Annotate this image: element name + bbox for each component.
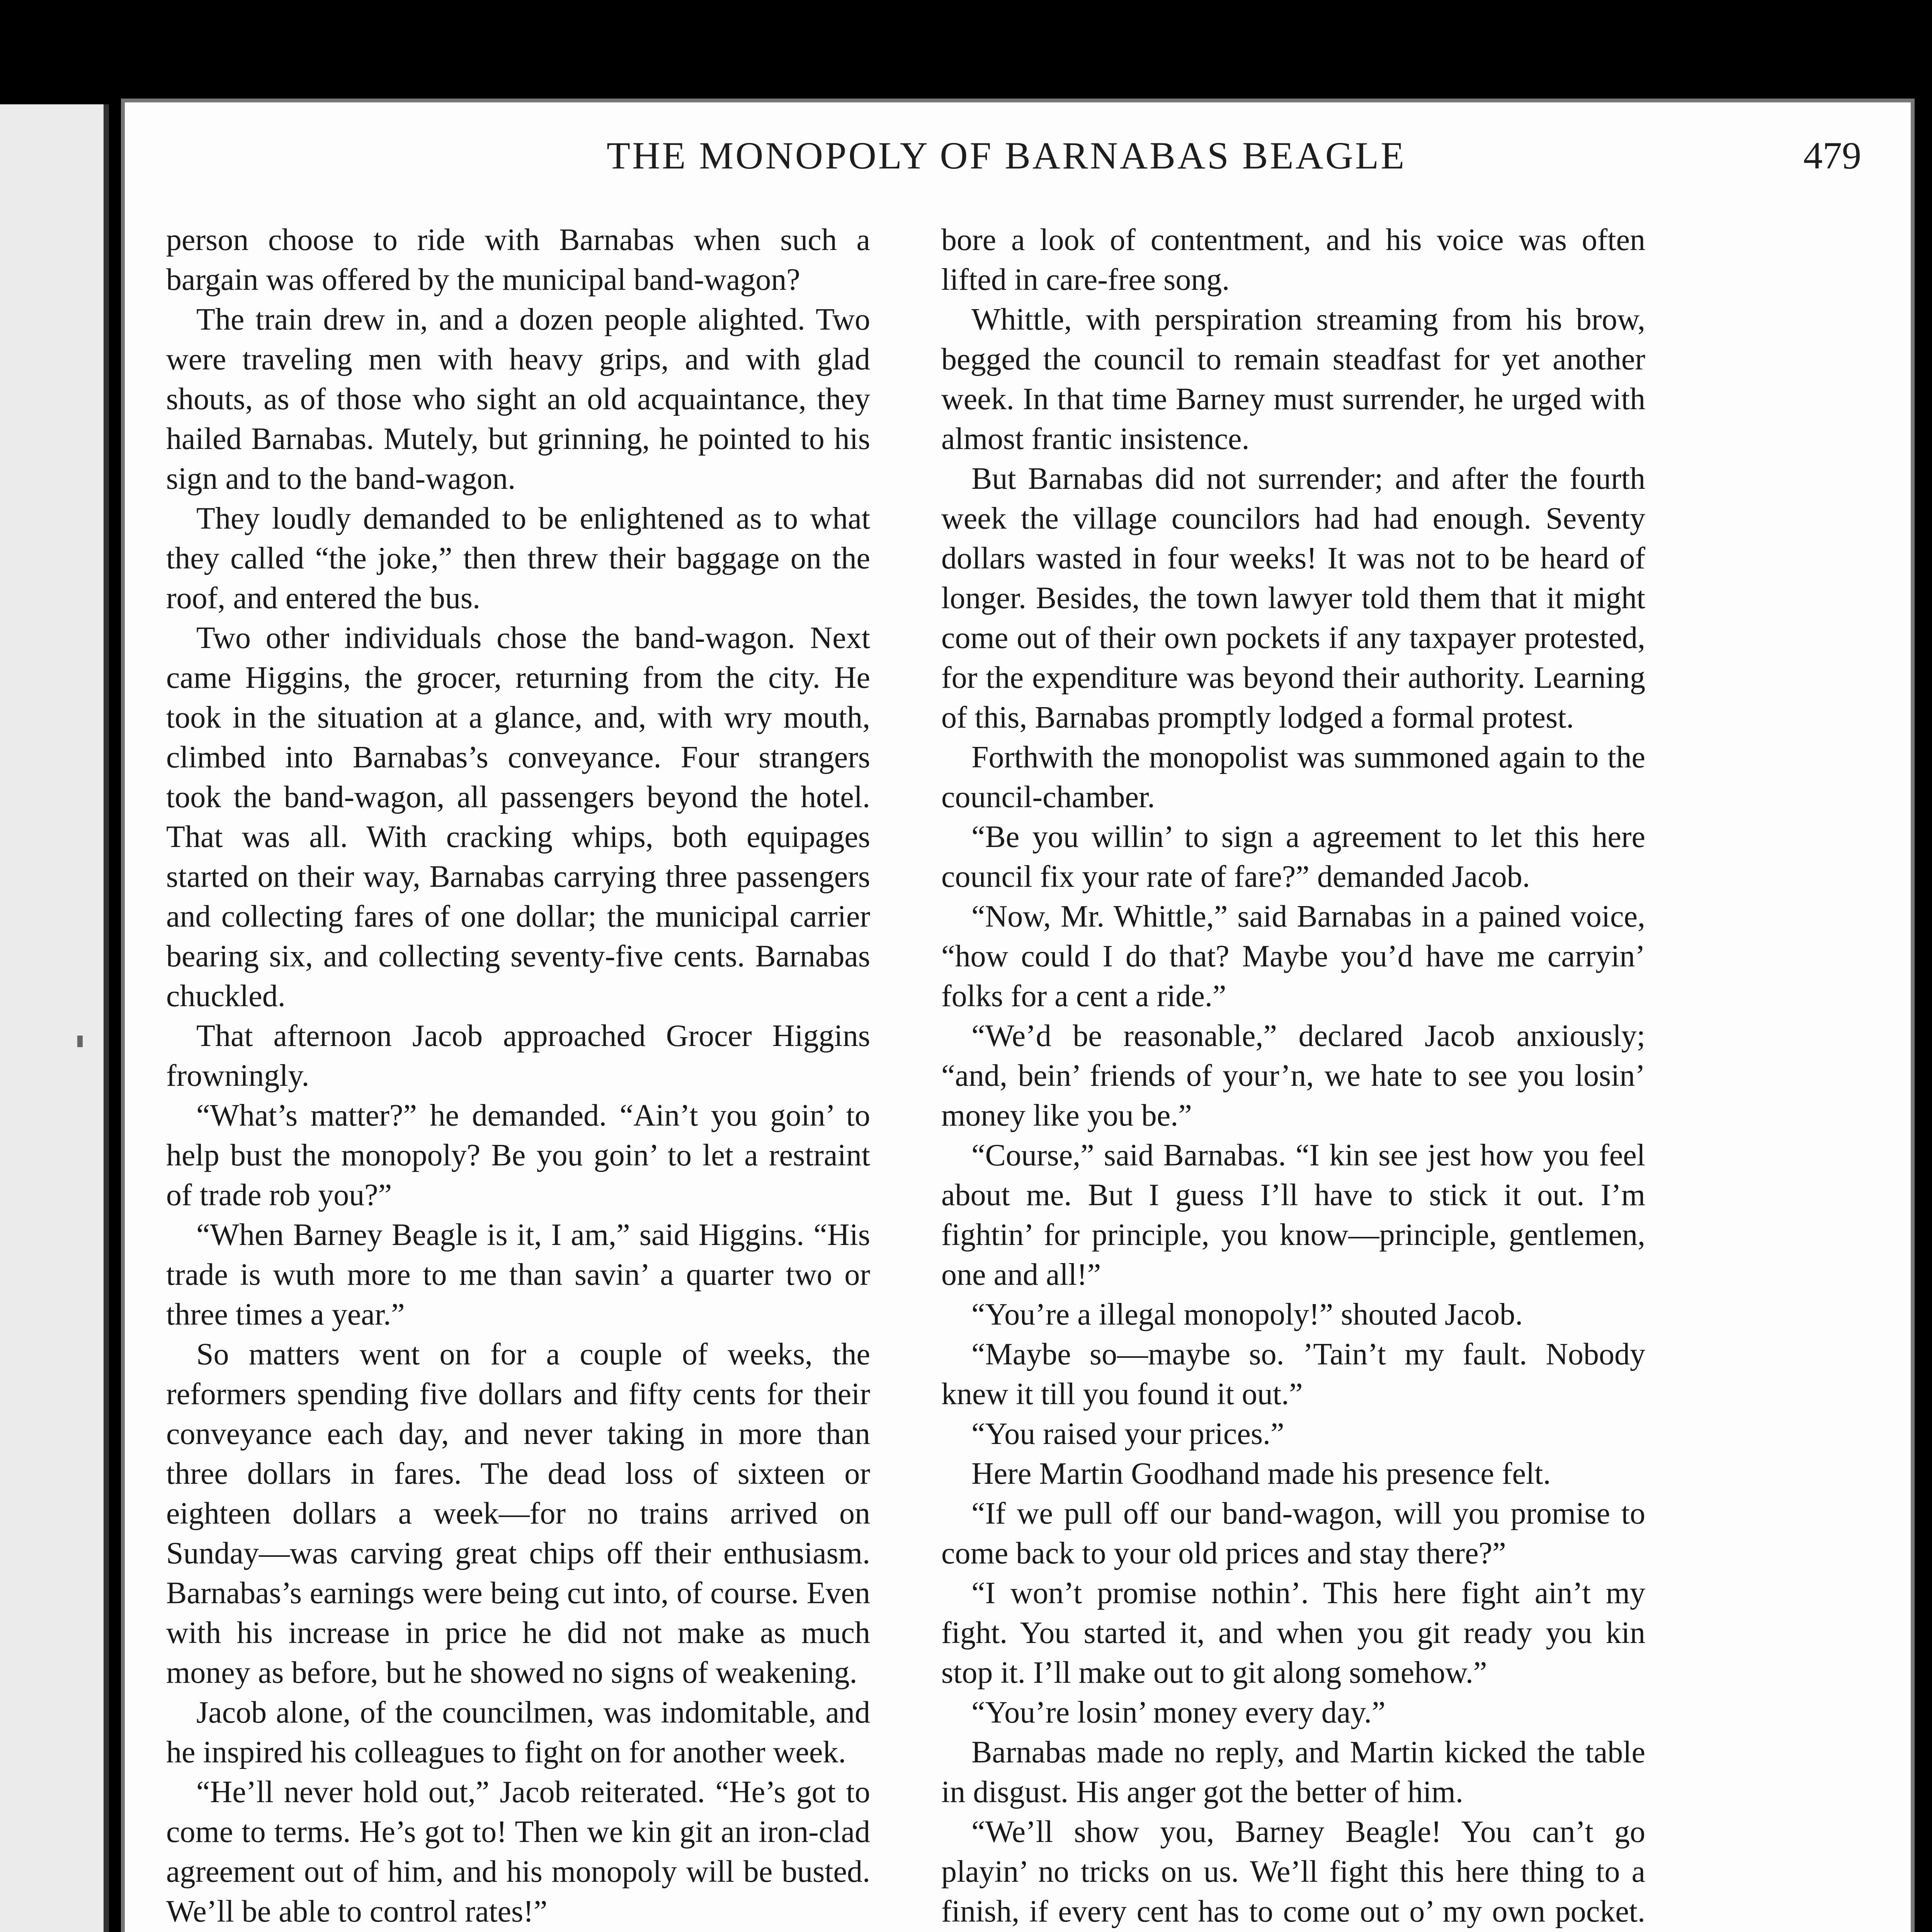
paragraph: “Maybe so—maybe so. ’Tain’t my fault. Nobody knew it till you found it out.” — [941, 1337, 1645, 1411]
paragraph: Whittle, with perspiration streaming from his brow, begged the council to remain steadfast for yet another week. In that time Barney must surrender, he urged with almost frantic insistence. — [941, 303, 1645, 456]
paragraph: “You raised your prices.” — [971, 1417, 1284, 1451]
paragraph: “He’ll never hold out,” Jacob reiterated. “He’s got to come to terms. He’s got to! Then we kin git an iron-clad agreement out of him, and his monopoly will be busted. We’ll be able to control rates!” — [166, 1775, 870, 1929]
paragraph: “I won’t promise nothin’. This here fight ain’t my fight. You started it, and when you git ready you kin stop it. I’ll make out to git along somehow.” — [941, 1576, 1645, 1690]
page-number: 479 — [1803, 134, 1861, 177]
text-column-right — [941, 220, 1645, 1932]
gutter-mark — [77, 1036, 83, 1047]
paragraph: “You’re losin’ money every day.” — [971, 1696, 1386, 1730]
paragraph: That afternoon Jacob approached Grocer Higgins frowningly. — [166, 1019, 870, 1093]
paragraph: “You’re a illegal monopoly!” shouted Jacob. — [971, 1298, 1523, 1332]
paragraph: They loudly demanded to be enlightened as to what they called “the joke,” then threw their baggage on the roof, and entered the bus. — [166, 502, 870, 615]
paragraph: Here Martin Goodhand made his presence felt. — [971, 1457, 1551, 1491]
paragraph: Barnabas made no reply, and Martin kicked the table in disgust. His anger got the better of him. — [941, 1735, 1645, 1809]
paragraph: person choose to ride with Barnabas when such a bargain was offered by the municipal band-wagon? — [166, 223, 870, 297]
paragraph: “When Barney Beagle is it, I am,” said Higgins. “His trade is wuth more to me than savin’ a quarter two or three times a year.” — [166, 1218, 870, 1332]
text-column-left — [166, 220, 870, 1932]
page-header — [166, 133, 1861, 203]
paragraph: “What’s matter?” he demanded. “Ain’t you goin’ to help bust the monopoly? Be you goin’ to let a restraint of trade rob you?” — [166, 1099, 870, 1212]
paragraph: “We’ll show you, Barney Beagle! You can’t go playin’ no tricks on us. We’ll fight this here thing to a finish, if every cent has to come out o’ my own pocket. — [941, 1815, 1645, 1929]
facing-page-edge — [0, 104, 109, 1932]
paragraph: “Now, Mr. Whittle,” said Barnabas in a pained voice, “how could I do that? Maybe you’d have me carryin’ folks for a cent a ride.” — [941, 900, 1645, 1013]
paragraph: The train drew in, and a dozen people alighted. Two were traveling men with heavy grips, and with glad shouts, as of those who sight an old acquaintance, they hailed Barnabas. Mutely, but grinning, he pointed to his sign and to the band-wagon. — [166, 303, 870, 496]
paragraph: So matters went on for a couple of weeks, the reformers spending five dollars and fifty cents for their conveyance each day, and never taking in more than three dollars in fares. The dead loss of sixteen or eighteen dollars a week—for no trains arrived on Sunday—was carving great chips off their enthusiasm. Barnabas’s earnings were being cut into, of course. Even with his increase in price he did not make as much money as before, but he showed no signs of weakening. — [166, 1337, 870, 1690]
paragraph: “Be you willin’ to sign a agreement to let this here council fix your rate of fare?” demanded Jacob. — [941, 820, 1645, 894]
paragraph: bore a look of contentment, and his voice was often lifted in care-free song. — [941, 223, 1645, 297]
paragraph: But Barnabas did not surrender; and after the fourth week the village councilors had had enough. Seventy dollars wasted in four weeks! It was not to be heard of longer. Besides, the town lawyer told them that it might come out of their own pockets if any taxpayer protested, for the expenditure was beyond their authority. Learning of this, Barnabas promptly lodged a formal protest. — [941, 462, 1645, 735]
paragraph: Jacob alone, of the councilmen, was indomitable, and he inspired his colleagues to fight on for another week. — [166, 1696, 870, 1769]
paragraph: “We’d be reasonable,” declared Jacob anxiously; “and, bein’ friends of your’n, we hate to see you losin’ money like you be.” — [941, 1019, 1645, 1133]
paragraph: “If we pull off our band-wagon, will you promise to come back to your old prices and stay there?” — [941, 1497, 1645, 1570]
paragraph: “Course,” said Barnabas. “I kin see jest how you feel about me. But I guess I’ll have to stick it out. I’m fightin’ for principle, you know—principle, gentlemen, one and all!” — [941, 1138, 1645, 1292]
running-title: THE MONOPOLY OF BARNABAS BEAGLE — [607, 134, 1406, 177]
paragraph: Forthwith the monopolist was summoned again to the council-chamber. — [941, 740, 1645, 814]
paragraph: Two other individuals chose the band-wagon. Next came Higgins, the grocer, returning from the city. He took in the situation at a glance, and, with wry mouth, climbed into Barnabas’s conveyance. Four strangers took the band-wagon, all passengers beyond the hotel. That was all. With cracking whips, both equipages started on their way, Barnabas carrying three passengers and collecting fares of one dollar; the municipal carrier bearing six, and collecting seventy-five cents. Barnabas chuckled. — [166, 621, 870, 1013]
